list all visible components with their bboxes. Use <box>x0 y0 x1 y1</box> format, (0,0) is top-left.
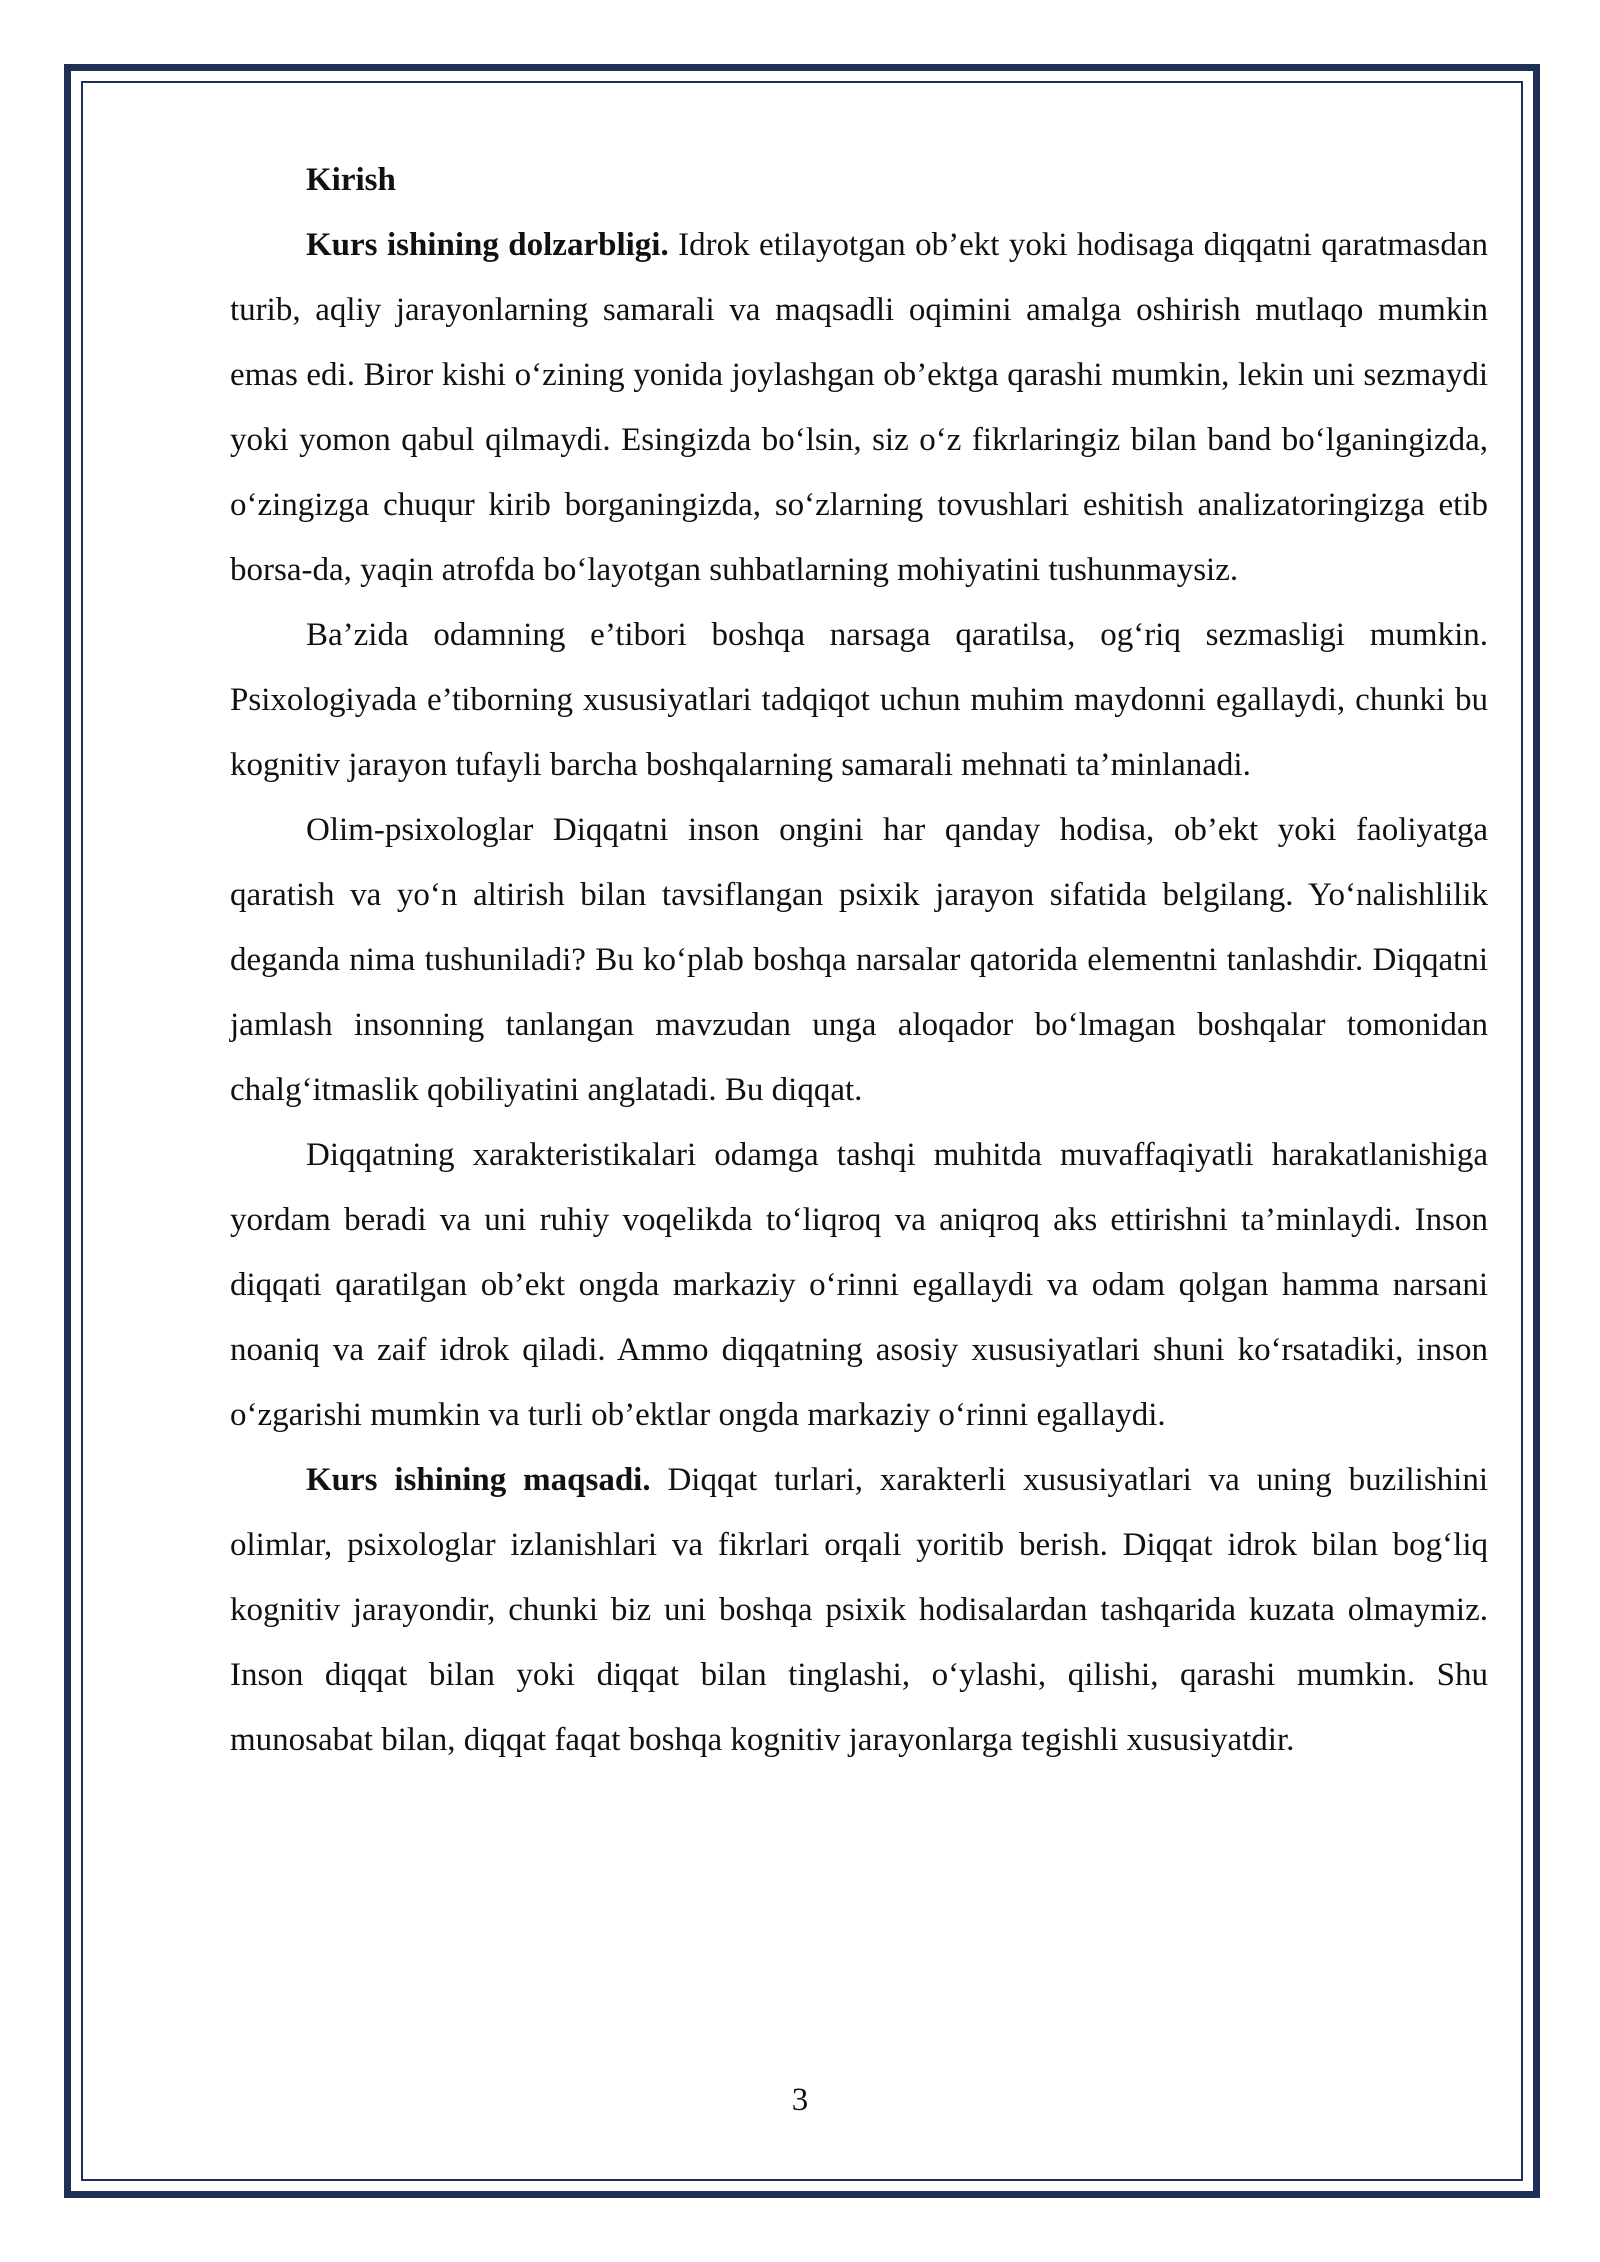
paragraph-goal <box>230 1448 1488 1773</box>
page-number: 3 <box>791 2082 809 2118</box>
paragraph-lead-goal: Kurs ishining maqsadi. <box>306 1462 651 1498</box>
paragraph-relevance <box>230 213 1488 603</box>
paragraph-text-psychologists-definition: Olim-psixologlar Diqqatni inson ongini har qanday hodisa, ob’ekt yoki faoliyatga qaratish va yo‘n altirish bilan tavsiflangan psixik jarayon sifatida belgilang. Yo‘nalishlilik deganda nima tushuniladi? Bu ko‘plab boshqa narsalar qatorida elementni tanlashdir. Diqqatni jamlash insonning tanlangan mavzudan unga aloqador bo‘lmagan boshqalar tomonidan chalg‘itmaslik qobiliyatini anglatadi. Bu diqqat. <box>230 812 1488 1108</box>
paragraph-psychologists-definition <box>230 798 1488 1123</box>
section-heading: Kirish <box>306 162 396 198</box>
paragraph-text-relevance: Idrok etilayotgan ob’ekt yoki hodisaga diqqatni qaratmasdan turib, aqliy jarayonlarning samarali va maqsadli oqimini amalga oshirish mutlaqo mumkin emas edi. Biror kishi o‘zining yonida joylashgan ob’ektga qarashi mumkin, lekin uni sezmaydi yoki yomon qabul qilmaydi. Esingizda bo‘lsin, siz o‘z fikrlaringiz bilan band bo‘lganingizda, o‘zingizga chuqur kirib borganingizda, so‘zlarning tovushlari eshitish analizatoringizga etib borsa-da, yaqin atrofda bo‘layotgan suhbatlarning mohiyatini tushunmaysiz. <box>230 227 1488 588</box>
paragraph-text-characteristics: Diqqatning xarakteristikalari odamga tashqi muhitda muvaffaqiyatli harakatlanishiga yordam beradi va uni ruhiy voqelikda to‘liqroq va aniqroq aks ettirishni ta’minlaydi. Inson diqqati qaratilgan ob’ekt ongda markaziy o‘rinni egallaydi va odam qolgan hamma narsani noaniq va zaif idrok qiladi. Ammo diqqatning asosiy xususiyatlari shuni ko‘rsatadiki, inson o‘zgarishi mumkin va turli ob’ektlar ongda markaziy o‘rinni egallaydi. <box>230 1137 1488 1433</box>
paragraph-text-attention-pain: Ba’zida odamning e’tibori boshqa narsaga qaratilsa, og‘riq sezmasligi mumkin. Psixologiyada e’tiborning xususiyatlari tadqiqot uchun muhim maydonni egallaydi, chunki bu kognitiv jarayon tufayli barcha boshqalarning samarali mehnati ta’minlanadi. <box>230 617 1488 783</box>
paragraph-lead-relevance: Kurs ishining dolzarbligi. <box>306 227 669 263</box>
paragraph-characteristics <box>230 1123 1488 1448</box>
paragraph-attention-pain <box>230 603 1488 798</box>
paragraph-text-goal: Diqqat turlari, xarakterli xususiyatlari va uning buzilishini olimlar, psixologlar izlanishlari va fikrlari orqali yoritib berish. Diqqat idrok bilan bog‘liq kognitiv jarayondir, chunki biz uni boshqa psixik hodisalardan tashqarida kuzata olmaymiz. Inson diqqat bilan yoki diqqat bilan tinglashi, o‘ylashi, qilishi, qarashi mumkin. Shu munosabat bilan, diqqat faqat boshqa kognitiv jarayonlarga tegishli xususiyatdir. <box>230 1462 1488 1758</box>
document-body <box>230 148 1488 1773</box>
